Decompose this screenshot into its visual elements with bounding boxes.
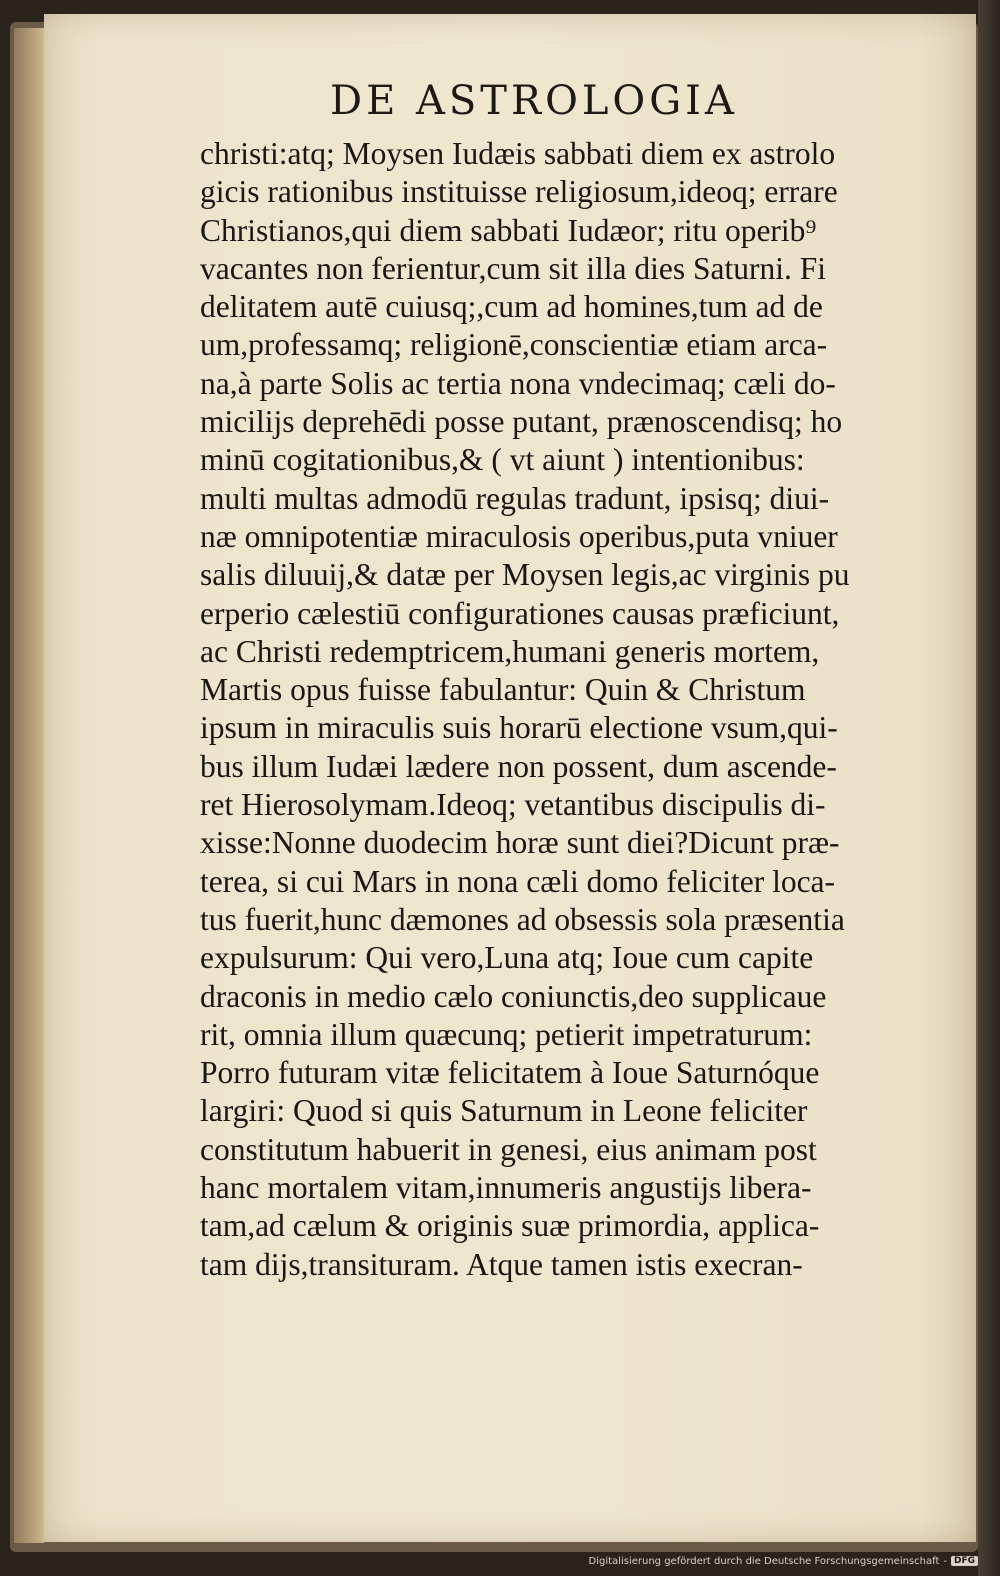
text-line: multi multas admodū regulas tradunt, ipsisq; diui- <box>200 480 830 516</box>
text-line: tam,ad cælum & originis suæ primordia, applica- <box>200 1208 820 1244</box>
running-title: DE ASTROLOGIA <box>330 78 738 124</box>
body-text <box>200 135 940 1284</box>
text-line: minū cogitationibus,& ( vt aiunt ) intentionibus: <box>200 442 805 478</box>
text-line: vacantes non ferientur,cum sit illa dies Saturni. Fi <box>200 250 826 286</box>
text-line: ipsum in miraculis suis horarū electione vsum,qui- <box>200 710 838 746</box>
text-line: tus fuerit,hunc dæmones ad obsessis sola præsentia <box>200 901 845 937</box>
text-line: na,à parte Solis ac tertia nona vndecimaq; cæli do- <box>200 365 836 401</box>
text-line: næ omnipotentiæ miraculosis operibus,puta vniuer <box>200 518 838 554</box>
credit-text: Digitalisierung gefördert durch die Deutsche Forschungsgemeinschaft <box>588 1555 940 1567</box>
text-line: delitatem autē cuiusq;,cum ad homines,tum ad de <box>200 289 823 325</box>
text-line: terea, si cui Mars in nona cæli domo feliciter loca- <box>200 863 836 899</box>
credit-separator: - <box>943 1555 947 1567</box>
text-line: draconis in medio cælo coniunctis,deo supplicaue <box>200 978 827 1014</box>
text-line: um,professamq; religionē,conscientiæ etiam arca- <box>200 327 828 363</box>
text-line: hanc mortalem vitam,innumeris angustijs libera- <box>200 1170 812 1206</box>
text-line: largiri: Quod si quis Saturnum in Leone feliciter <box>200 1093 808 1129</box>
text-line: Martis opus fuisse fabulantur: Quin & Christum <box>200 672 806 708</box>
text-line: bus illum Iudæi lædere non possent, dum ascende- <box>200 748 837 784</box>
binding-shadow <box>978 0 1000 1576</box>
text-line: xisse:Nonne duodecim horæ sunt diei?Dicunt præ- <box>200 825 840 861</box>
text-line: tam dijs,transituram. Atque tamen istis execran- <box>200 1246 803 1282</box>
text-line: expulsurum: Qui vero,Luna atq; Ioue cum capite <box>200 940 814 976</box>
page-stack-edge <box>14 28 44 1543</box>
text-line: rit, omnia illum quæcunq; petierit impetraturum: <box>200 1016 813 1052</box>
text-line: salis diluuij,& datæ per Moysen legis,ac virginis pu <box>200 557 850 593</box>
digitization-credit <box>589 1554 978 1568</box>
text-line: erperio cælestiū configurationes causas præficiunt, <box>200 595 840 631</box>
dfg-logo-icon: DFG <box>951 1556 978 1566</box>
text-line: Porro futuram vitæ felicitatem à Ioue Saturnóque <box>200 1055 820 1091</box>
text-line: micilijs deprehēdi posse putant, prænoscendisq; ho <box>200 404 843 440</box>
text-line: Christianos,qui diem sabbati Iudæor; ritu operib⁹ <box>200 212 817 248</box>
text-line: constitutum habuerit in genesi, eius animam post <box>200 1131 817 1167</box>
text-line: christi:atq; Moysen Iudæis sabbati diem ex astrolo <box>200 136 836 171</box>
text-line: ac Christi redemptricem,humani generis mortem, <box>200 633 820 669</box>
text-line: gicis rationibus instituisse religiosum,ideoq; errare <box>200 174 838 210</box>
text-line: ret Hierosolymam.Ideoq; vetantibus discipulis di- <box>200 787 826 823</box>
